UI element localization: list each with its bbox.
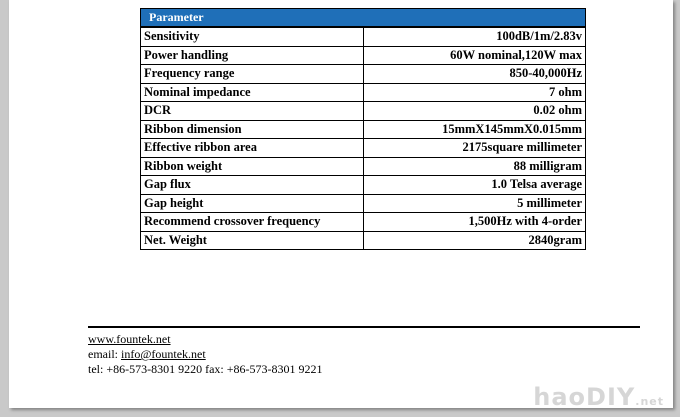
- spec-table-header: Parameter: [141, 9, 586, 28]
- table-row: [141, 27, 586, 46]
- row-label: DCR: [141, 102, 364, 121]
- email-link[interactable]: info@fountek.net: [121, 347, 206, 361]
- row-label: Sensitivity: [141, 27, 364, 46]
- website-link[interactable]: www.fountek.net: [88, 332, 171, 346]
- row-label: Power handling: [141, 46, 364, 65]
- row-label: Recommend crossover frequency: [141, 213, 364, 232]
- contact-footer: [88, 332, 323, 377]
- row-label: Nominal impedance: [141, 83, 364, 102]
- table-row: [141, 46, 586, 65]
- row-value: 1.0 Telsa average: [364, 176, 586, 195]
- watermark-logo: haoDIY.net: [533, 383, 664, 411]
- row-value: 1,500Hz with 4-order: [364, 213, 586, 232]
- spec-table: [140, 8, 586, 250]
- row-value: 2840gram: [364, 231, 586, 250]
- table-row: [141, 102, 586, 121]
- table-row: [141, 120, 586, 139]
- spec-table-header-row: [141, 9, 586, 28]
- row-value: 5 millimeter: [364, 194, 586, 213]
- table-row: [141, 231, 586, 250]
- row-label: Ribbon dimension: [141, 120, 364, 139]
- row-label: Frequency range: [141, 65, 364, 84]
- row-label: Gap flux: [141, 176, 364, 195]
- table-row: [141, 213, 586, 232]
- table-row: [141, 65, 586, 84]
- row-value: 88 milligram: [364, 157, 586, 176]
- row-label: Ribbon weight: [141, 157, 364, 176]
- email-prefix: email:: [88, 347, 121, 361]
- footer-divider: [88, 326, 640, 328]
- table-row: [141, 83, 586, 102]
- row-value: 2175square millimeter: [364, 139, 586, 158]
- row-value: 0.02 ohm: [364, 102, 586, 121]
- row-value: 100dB/1m/2.83v: [364, 27, 586, 46]
- table-row: [141, 139, 586, 158]
- row-label: Net. Weight: [141, 231, 364, 250]
- row-value: 7 ohm: [364, 83, 586, 102]
- table-row: [141, 176, 586, 195]
- row-value: 15mmX145mmX0.015mm: [364, 120, 586, 139]
- row-value: 60W nominal,120W max: [364, 46, 586, 65]
- row-label: Effective ribbon area: [141, 139, 364, 158]
- website-line: [88, 332, 323, 347]
- document-page: [9, 0, 673, 408]
- email-line: [88, 347, 323, 362]
- row-label: Gap height: [141, 194, 364, 213]
- phone-line: tel: +86-573-8301 9220 fax: +86-573-8301 9221: [88, 362, 323, 376]
- table-row: [141, 194, 586, 213]
- table-row: [141, 157, 586, 176]
- row-value: 850-40,000Hz: [364, 65, 586, 84]
